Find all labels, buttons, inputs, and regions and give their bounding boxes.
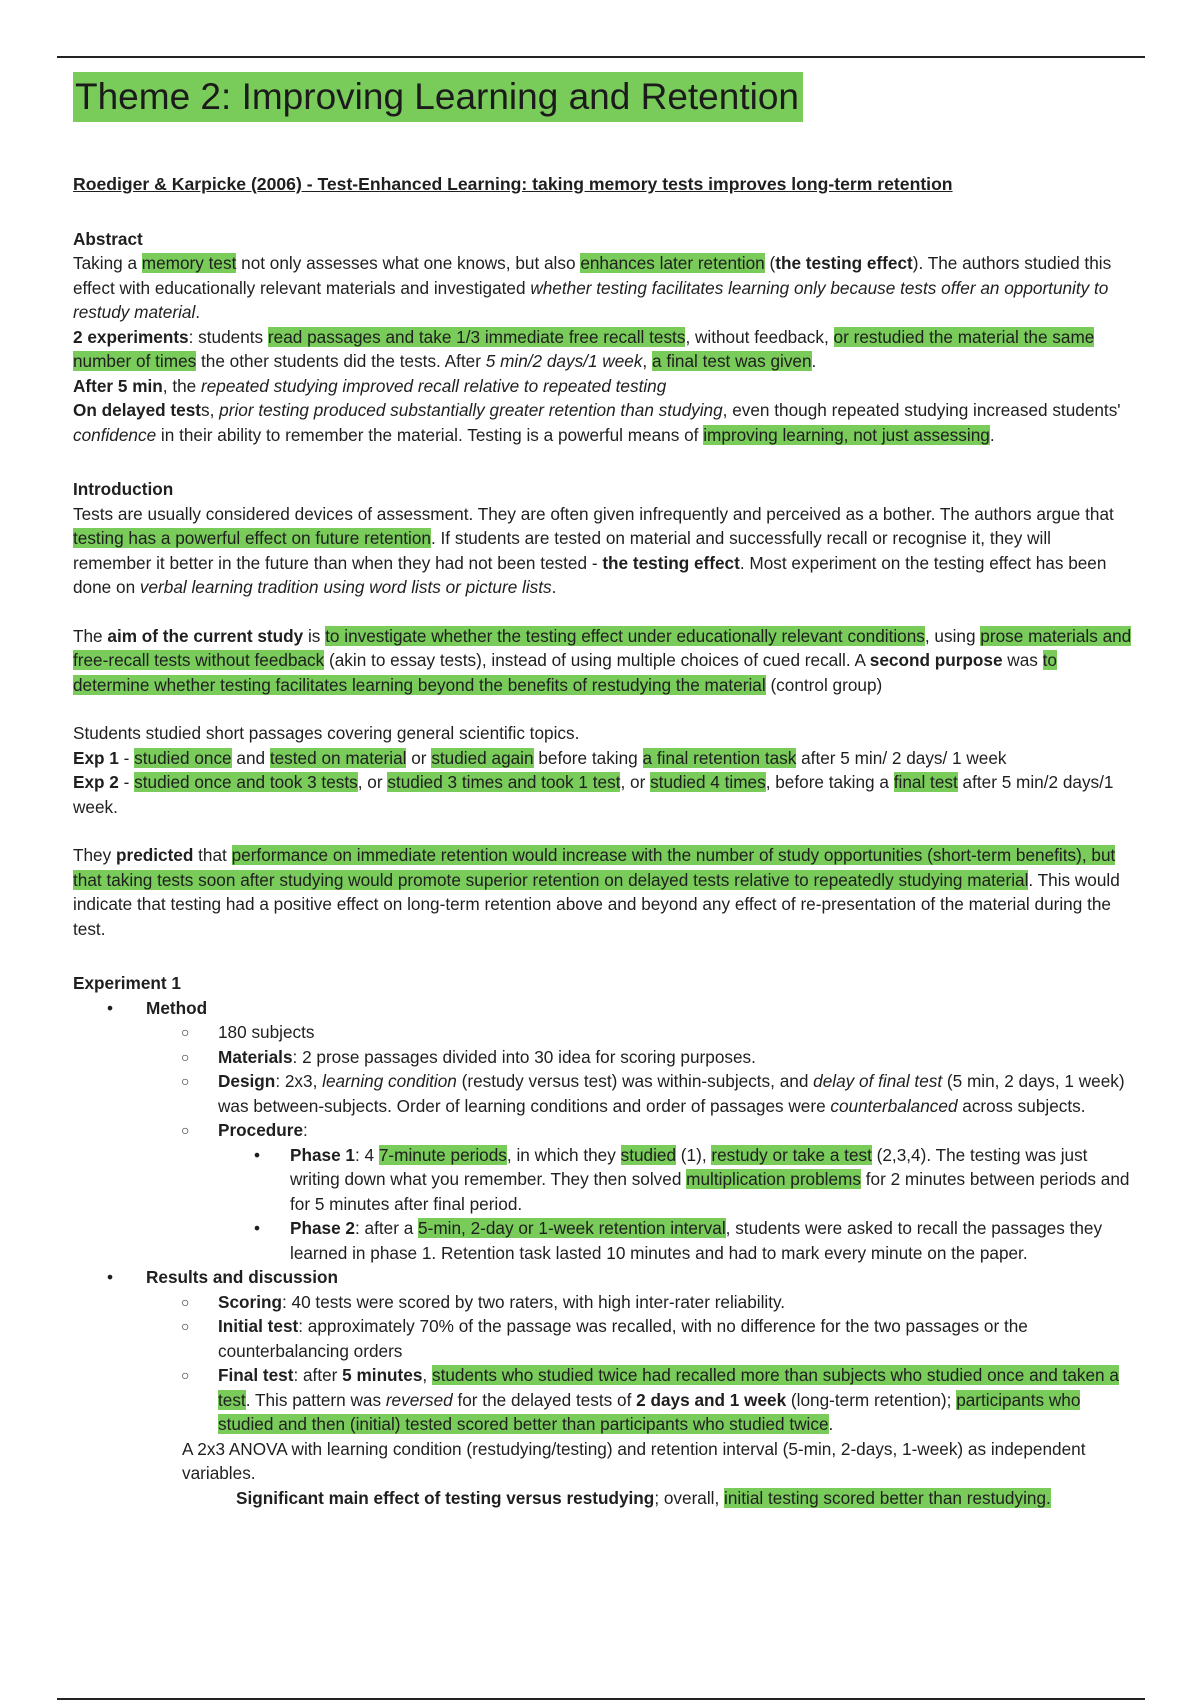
anova-description: A 2x3 ANOVA with learning condition (restudying/testing) and retention interval (5-min, 2-days, 1-week) as independent variables. (182, 1438, 1086, 1483)
circle-bullet-icon: ○ (181, 1367, 190, 1383)
highlighted-text: enhances later retention (580, 253, 765, 273)
list-item (73, 1290, 1133, 1315)
list-item (73, 996, 1133, 1021)
highlighted-text: performance on immediate retention would increase with the number of study opportunities (short-term benefits), but that taking tests soon after studying would promote superior retention on delayed tests relative to repeatedly studying material (73, 845, 1116, 890)
highlighted-text: studied once (134, 747, 232, 768)
experiment-1-list (73, 996, 1133, 1021)
abstract-heading: Abstract (73, 228, 143, 249)
main-effect-statement: Significant main effect of testing versus restudying; overall, initial testing scored better than restudying. (236, 1487, 1051, 1508)
highlighted-text: or restudied the material the same number of times (73, 326, 1095, 371)
list-item (73, 1143, 1133, 1217)
highlighted-text: final test (893, 772, 958, 792)
results-label: Results and discussion (146, 1267, 338, 1287)
introduction-paragraph-1: Tests are usually considered devices of assessment. They are often given infrequently and perceived as a bother. The authors argue that testing has a powerful effect on future retention. If students are tested on material and successfully recall or recognise it, they will remember it better in the future than when they had not been tested - the testing effect. Most experiment on the testing effect has been done on verbal learning tradition using word lists or picture lists. (73, 503, 1114, 597)
highlighted-text: studied 4 times (650, 772, 766, 792)
highlighted-text: initial testing scored better than restudying. (724, 1487, 1051, 1508)
highlighted-text: restudy or take a test (711, 1144, 872, 1165)
procedure-phase-1: Phase 1: 4 7-minute periods, in which they studied (1), restudy or take a test (2,3,4). The testing was just writing down what you remember. They then solved multiplication problems for 2 minutes between periods and for 5 minutes after final period. (290, 1144, 1130, 1214)
bullet-icon: • (254, 1144, 261, 1165)
method-label: Method (146, 997, 208, 1018)
method-procedure: Procedure: (218, 1120, 308, 1140)
circle-bullet-icon: ○ (181, 1048, 190, 1065)
method-design: Design: 2x3, learning condition (restudy versus test) was within-subjects, and delay of final test (5 min, 2 days, 1 week) was between-subjects. Order of learning conditions and order of passages were counterbalanced across subjects. (218, 1071, 1125, 1116)
highlighted-text: multiplication problems (686, 1169, 861, 1189)
highlighted-text: memory test (141, 253, 237, 273)
circle-bullet-icon: ○ (181, 1073, 190, 1089)
highlighted-text: studied 3 times and took 1 test (387, 772, 621, 792)
paper-title: Roediger & Karpicke (2006) - Test-Enhanced Learning: taking memory tests improves long-term retention (73, 174, 953, 194)
bullet-icon: • (107, 997, 114, 1018)
experiment-1-list-2 (73, 1265, 1133, 1290)
introduction-prediction: They predicted that performance on immediate retention would increase with the number of study opportunities (short-term benefits), but that taking tests soon after studying would promote superior retention on delayed tests relative to repeatedly studying material. This would indicate that testing had a positive effect on long-term retention above and beyond any effect of re-presentation of the material during the test. (73, 845, 1120, 939)
list-item (73, 1069, 1133, 1118)
highlighted-text: testing has a powerful effect on future retention (73, 528, 431, 548)
circle-bullet-icon: ○ (181, 1024, 190, 1040)
list-item (73, 1363, 1133, 1437)
list-item (73, 1216, 1133, 1265)
procedure-phase-2: Phase 2: after a 5-min, 2-day or 1-week retention interval, students were asked to recall the passages they learned in phase 1. Retention task lasted 10 minutes and had to mark every minute on the paper. (290, 1218, 1103, 1263)
highlighted-text: participants who studied and then (initial) tested scored better than participants who studied twice (218, 1389, 1081, 1434)
procedure-list (73, 1143, 1133, 1266)
circle-bullet-icon: ○ (181, 1122, 190, 1138)
results-scoring: Scoring: 40 tests were scored by two raters, with high inter-rater reliability. (218, 1291, 786, 1312)
highlighted-text: a final test was given (651, 351, 812, 371)
introduction-exp2-summary: Exp 2 - studied once and took 3 tests, or studied 3 times and took 1 test, or studied 4 times, before taking a final test after 5 min/2 days/1 week. (73, 772, 1114, 817)
method-subjects: 180 subjects (218, 1022, 315, 1042)
results-list (73, 1290, 1133, 1437)
abstract-paragraph-4: On delayed tests, prior testing produced substantially greater retention than studying, even though repeated studying increased students' confidence in their ability to remember the material. Testing is a powerful means of improving learning, not just assessing. (73, 400, 1121, 445)
abstract-paragraph-3: After 5 min, the repeated studying improved recall relative to repeated testing (73, 375, 667, 396)
highlighted-text: improving learning, not just assessing (703, 424, 990, 445)
highlighted-text: students who studied twice had recalled more than subjects who studied once and taken a test (218, 1365, 1119, 1410)
list-item (73, 1020, 1133, 1045)
introduction-heading: Introduction (73, 479, 174, 499)
highlighted-text: to investigate whether the testing effect under educationally relevant conditions (325, 625, 925, 646)
introduction-exp1-summary: Exp 1 - studied once and tested on material or studied again before taking a final retention task after 5 min/ 2 days/ 1 week (73, 747, 1007, 768)
introduction-paragraph-passages: Students studied short passages covering general scientific topics. (73, 723, 580, 743)
highlighted-text: prose materials and free-recall tests without feedback (73, 625, 1132, 670)
highlighted-text: studied once and took 3 tests (134, 772, 358, 792)
circle-bullet-icon: ○ (181, 1293, 190, 1310)
highlighted-text: to determine whether testing facilitates learning beyond the benefits of restudying the material (73, 650, 1057, 695)
highlighted-text: read passages and take 1/3 immediate free recall tests (267, 326, 686, 347)
abstract-paragraph-1: Taking a memory test not only assesses what one knows, but also enhances later retention (the testing effect). The authors studied this effect with educationally relevant materials and investigated whether testing facilitates learning only because tests offer an opportunity to restudy material. (73, 253, 1112, 322)
list-item (73, 1118, 1133, 1143)
highlighted-text: 7-minute periods (378, 1144, 507, 1165)
introduction-paragraph-aim: The aim of the current study is to investigate whether the testing effect under educationally relevant conditions, using prose materials and free-recall tests without feedback (akin to essay tests), instead of using multiple choices of cued recall. A second purpose was to determine whether testing facilitates learning beyond the benefits of restudying the material (control group) (73, 625, 1132, 695)
results-initial-test: Initial test: approximately 70% of the passage was recalled, with no difference for the two passages or the counterbalancing orders (218, 1316, 1028, 1361)
highlighted-text: studied again (431, 747, 534, 768)
document-page (73, 72, 1133, 1510)
list-item (73, 1045, 1133, 1070)
highlighted-text: studied (620, 1144, 677, 1165)
bullet-icon: • (107, 1267, 114, 1287)
method-list (73, 1020, 1133, 1143)
list-item (73, 1314, 1133, 1363)
highlighted-text: a final retention task (642, 747, 797, 768)
abstract-paragraph-2: 2 experiments: students read passages and take 1/3 immediate free recall tests, without feedback, or restudied the material the same number of times the other students did the tests. After 5 min/2 days/1 week, a final test was given. (73, 326, 1095, 371)
experiment-1-heading: Experiment 1 (73, 973, 181, 993)
top-rule (57, 56, 1145, 58)
method-materials: Materials: 2 prose passages divided into 30 idea for scoring purposes. (218, 1046, 756, 1067)
list-item (73, 1265, 1133, 1290)
highlighted-text: tested on material (269, 747, 407, 768)
bullet-icon: • (254, 1218, 261, 1238)
page-title: Theme 2: Improving Learning and Retention (73, 72, 803, 122)
circle-bullet-icon: ○ (181, 1318, 190, 1334)
highlighted-text: 5-min, 2-day or 1-week retention interval (418, 1218, 726, 1238)
results-final-test: Final test: after 5 minutes, students who studied twice had recalled more than subjects who studied once and taken a test. This pattern was reversed for the delayed tests of 2 days and 1 week (long-term retention); participants who studied and then (initial) tested scored better than participants who studied twice. (218, 1365, 1119, 1434)
